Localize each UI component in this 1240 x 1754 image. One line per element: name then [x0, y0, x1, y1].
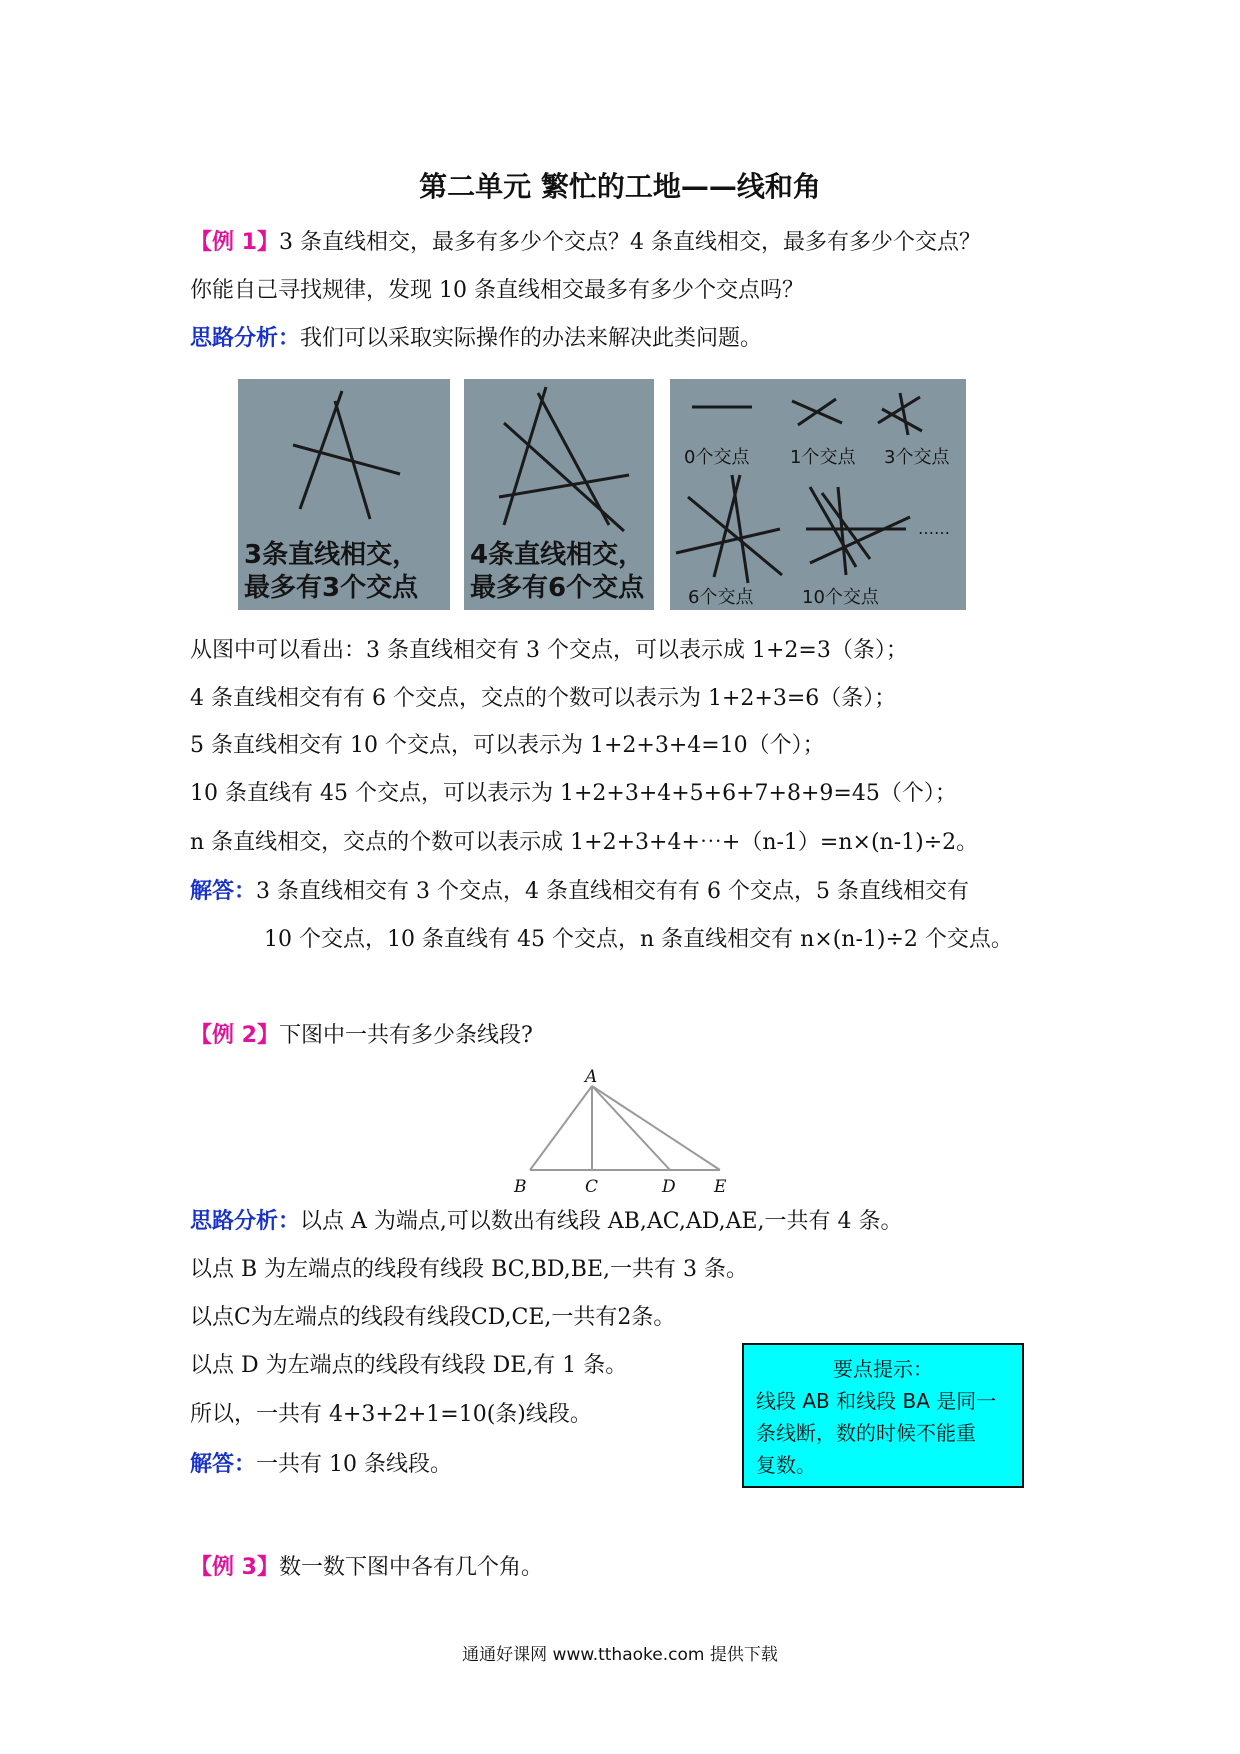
tip-title: 要点提示：	[833, 1357, 933, 1381]
tip-line-3: 复数。	[756, 1453, 816, 1477]
segments-diagram	[500, 1068, 760, 1198]
example1-answer-line2: 10 个交点，10 条直线有 45 个交点，n 条直线相交有 n×(n-1)÷2 个交点。	[264, 927, 1013, 952]
example1-analysis-label: 思路分析：	[190, 326, 301, 351]
photo-4-lines	[464, 379, 654, 610]
example2-question	[190, 1021, 533, 1051]
label-3-intersections: 3个交点	[884, 447, 950, 468]
example1-answer-label: 解答：	[190, 879, 257, 904]
example1-question-text1: 3 条直线相交，最多有多少个交点？4 条直线相交，最多有多少个交点？	[278, 230, 981, 255]
example2-analysis	[190, 1207, 903, 1237]
photo-3-lines	[238, 379, 450, 610]
example1-label: 【例 1】	[190, 230, 279, 255]
example1-answer-text1: 3 条直线相交有 3 个交点，4 条直线相交有有 6 个交点，5 条直线相交有	[256, 879, 969, 904]
page-title: 第二单元 繁忙的工地——线和角	[419, 170, 821, 203]
example2-question-text: 下图中一共有多少条线段?	[278, 1023, 533, 1048]
photo2-caption-line2: 最多有6个交点	[470, 573, 645, 603]
example1-question-line2: 你能自己寻找规律，发现 10 条直线相交最多有多少个交点吗？	[190, 278, 804, 303]
page-footer: 通通好课网 www.tthaoke.com 提供下载	[462, 1645, 778, 1665]
label-0-intersections: 0个交点	[684, 447, 750, 468]
label-ellipsis: ……	[918, 519, 950, 538]
example2-line-3: 以点 D 为左端点的线段有线段 DE,有 1 条。	[190, 1353, 628, 1378]
example2-answer-text: 一共有 10 条线段。	[256, 1452, 452, 1477]
explain-line-1: 从图中可以看出：3 条直线相交有 3 个交点，可以表示成 1+2=3（条）；	[190, 638, 908, 663]
example3-label: 【例 3】	[190, 1555, 279, 1580]
example1-question-line1	[190, 228, 981, 258]
tip-line-1: 线段 AB 和线段 BA 是同一	[756, 1389, 997, 1413]
explain-line-3: 5 条直线相交有 10 个交点，可以表示为 1+2+3+4=10（个）；	[190, 733, 825, 758]
photo-pattern-drawing	[670, 379, 966, 610]
explain-line-2: 4 条直线相交有有 6 个交点，交点的个数可以表示为 1+2+3=6（条）；	[190, 686, 897, 711]
example3-question-text: 数一数下图中各有几个角。	[278, 1555, 543, 1580]
example2-line-1: 以点 B 为左端点的线段有线段 BC,BD,BE,一共有 3 条。	[190, 1257, 748, 1282]
explain-line-4: 10 条直线有 45 个交点，可以表示为 1+2+3+4+5+6+7+8+9=45（个）；	[190, 781, 957, 806]
example2-analysis-text: 以点 A 为端点,可以数出有线段 AB,AC,AD,AE,一共有 4 条。	[300, 1209, 903, 1234]
key-point-tip-box	[742, 1343, 1024, 1488]
point-e-label: E	[714, 1177, 727, 1197]
example1-analysis	[190, 324, 762, 354]
explain-line-5: n 条直线相交，交点的个数可以表示成 1+2+3+4+⋯+（n-1）=n×(n-1)÷2。	[190, 830, 979, 855]
label-6-intersections: 6个交点	[688, 587, 754, 608]
photo-intersections-pattern	[670, 379, 966, 610]
label-10-intersections: 10个交点	[802, 587, 879, 608]
example2-answer	[190, 1450, 452, 1480]
tip-line-2: 条线断，数的时候不能重	[756, 1421, 976, 1445]
example2-label: 【例 2】	[190, 1023, 279, 1048]
example2-line-4: 所以，一共有 4+3+2+1=10(条)线段。	[190, 1402, 592, 1427]
example2-analysis-label: 思路分析：	[190, 1209, 301, 1234]
photo1-caption-line1: 3条直线相交，	[244, 540, 419, 570]
point-a-label: A	[585, 1068, 598, 1087]
point-d-label: D	[662, 1177, 676, 1197]
photo2-caption-line1: 4条直线相交，	[470, 540, 645, 570]
example1-analysis-text: 我们可以采取实际操作的办法来解决此类问题。	[300, 326, 763, 351]
photo1-caption-line2: 最多有3个交点	[244, 573, 419, 603]
point-c-label: C	[585, 1177, 599, 1197]
example1-answer-line1	[190, 877, 969, 907]
label-1-intersection: 1个交点	[790, 447, 856, 468]
example2-answer-label: 解答：	[190, 1452, 257, 1477]
point-b-label: B	[514, 1177, 527, 1197]
example3-question	[190, 1553, 543, 1583]
example2-line-2: 以点C为左端点的线段有线段CD,CE,一共有2条。	[190, 1305, 676, 1330]
